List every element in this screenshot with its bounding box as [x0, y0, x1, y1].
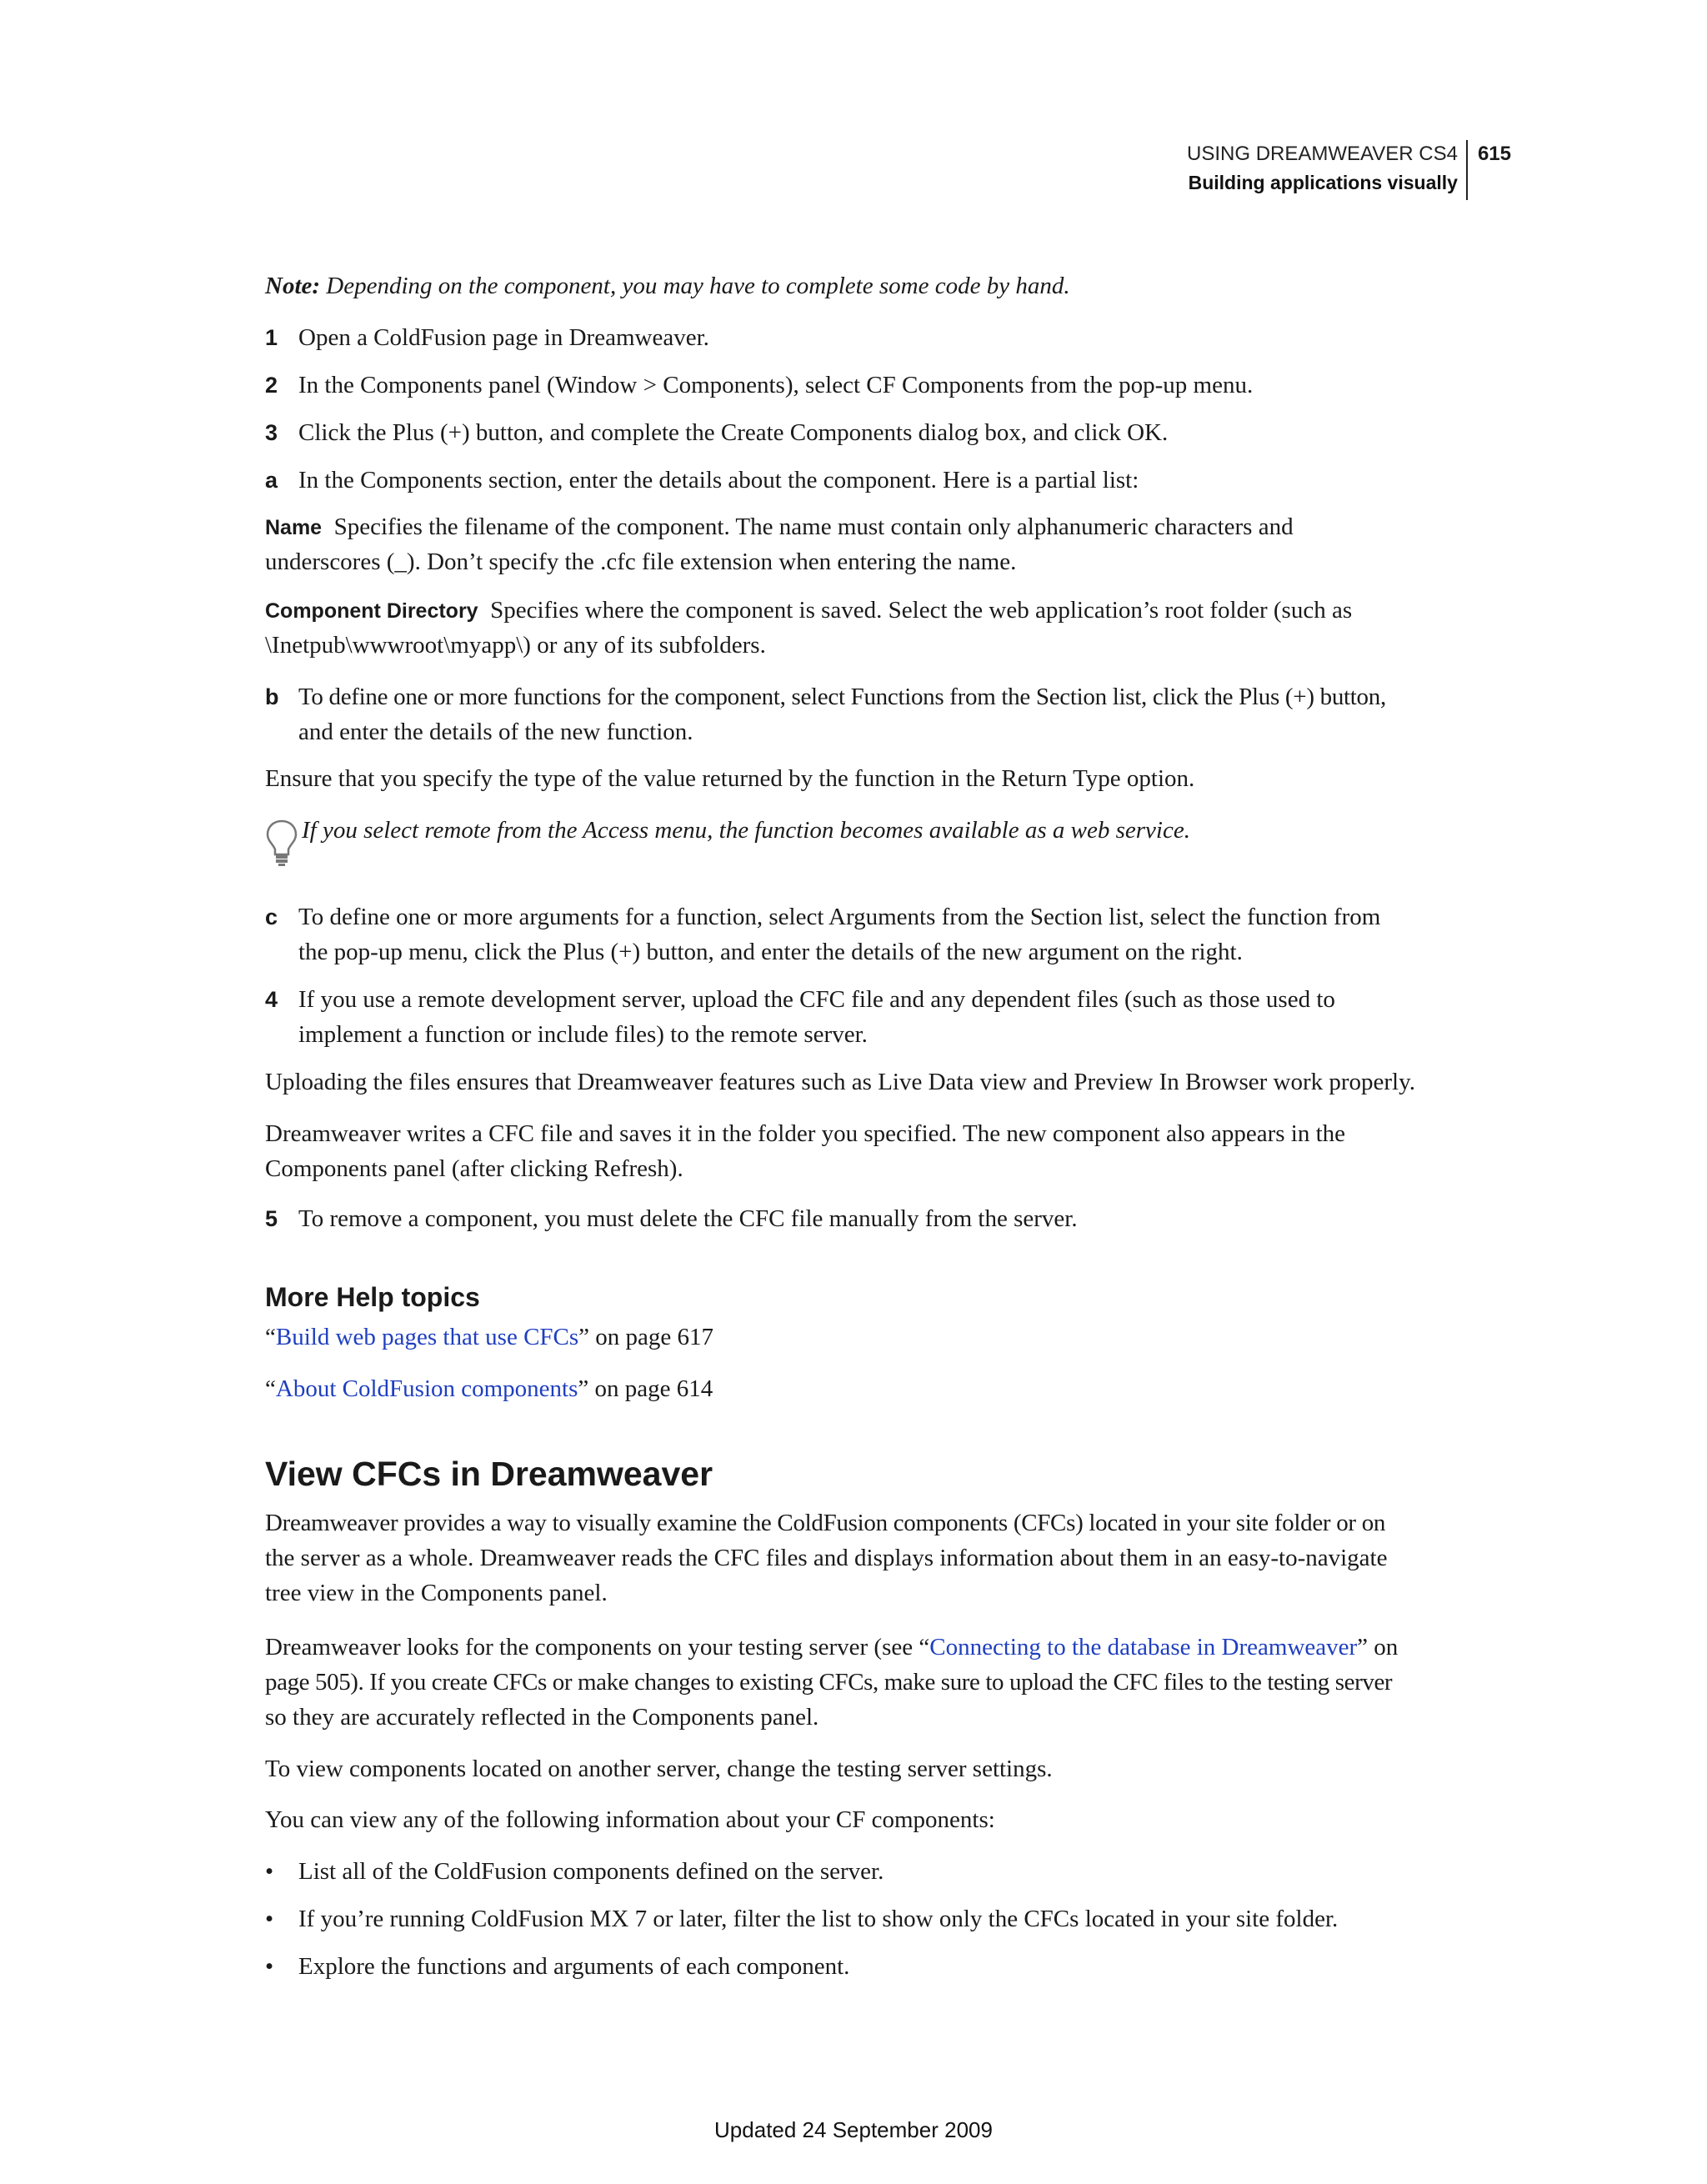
section-paragraph: tree view in the Components panel. — [265, 1580, 608, 1606]
section-paragraph: You can view any of the following information about your CF components: — [265, 1806, 995, 1833]
note-text: Depending on the component, you may have to complete some code by hand. — [320, 273, 1070, 299]
page-number: 615 — [1477, 143, 1511, 165]
list-item: List all of the ColdFusion components defined on the server. — [298, 1858, 884, 1885]
note-label: Note: — [265, 273, 321, 299]
chapter-title: Building applications visually — [1188, 172, 1458, 193]
definition-text: Specifies where the component is saved. Select the web application’s root folder (such as — [478, 597, 1353, 624]
running-header — [1187, 140, 1511, 200]
step-letter: b — [265, 684, 279, 709]
definition-text: Specifies the filename of the component. The name must contain only alphanumeric characters and — [322, 513, 1294, 540]
text: ” on — [1357, 1634, 1399, 1661]
section-heading: View CFCs in Dreamweaver — [265, 1455, 713, 1493]
definition-text-line: \Inetpub\wwwroot\myapp\) or any of its subfolders. — [265, 632, 766, 659]
step-number: 2 — [265, 373, 278, 398]
step-text: and enter the details of the new function. — [298, 719, 693, 745]
paragraph-uploading: Uploading the files ensures that Dreamweaver features such as Live Data view and Preview In Browser work properly. — [265, 1069, 1415, 1095]
paragraph-writes: Dreamweaver writes a CFC file and saves it in the folder you specified. The new component also appears in the — [265, 1120, 1346, 1147]
section-paragraph: so they are accurately reflected in the Components panel. — [265, 1704, 819, 1731]
section-paragraph: To view components located on another server, change the testing server settings. — [265, 1756, 1053, 1782]
page-ref: ” on page 614 — [578, 1375, 713, 1402]
step-text: the pop-up menu, click the Plus (+) button, and enter the details of the new argument on the right. — [298, 939, 1243, 965]
bullet: • — [265, 1858, 274, 1885]
tip-text: If you select remote from the Access menu, the function becomes available as a web service. — [302, 817, 1190, 844]
step-text: To remove a component, you must delete the CFC file manually from the server. — [298, 1205, 1078, 1232]
paragraph-return-type: Ensure that you specify the type of the value returned by the function in the Return Type option. — [265, 765, 1195, 792]
quote-open: “ — [265, 1324, 276, 1350]
section-paragraph: Dreamweaver provides a way to visually examine the ColdFusion components (CFCs) located in your site folder or on — [265, 1510, 1386, 1536]
step-text: In the Components panel (Window > Components), select CF Components from the pop-up menu. — [298, 372, 1254, 398]
paragraph-writes: Components panel (after clicking Refresh). — [265, 1155, 683, 1182]
step-text: In the Components section, enter the details about the component. Here is a partial list: — [298, 467, 1139, 493]
step-text: To define one or more arguments for a function, select Arguments from the Section list, select the function from — [298, 904, 1381, 930]
step-number: 1 — [265, 325, 278, 350]
section-paragraph — [265, 1630, 1398, 1665]
step-text: Open a ColdFusion page in Dreamweaver. — [298, 324, 709, 351]
step-text: To define one or more functions for the component, select Functions from the Section list, click the Plus (+) button, — [298, 684, 1386, 710]
list-item: If you’re running ColdFusion MX 7 or later, filter the list to show only the CFCs located in your site folder. — [298, 1906, 1339, 1932]
definition-term: Component Directory — [265, 599, 478, 623]
header-titles — [1187, 140, 1468, 200]
book-title: USING DREAMWEAVER CS4 — [1187, 143, 1458, 165]
bullet: • — [265, 1906, 274, 1932]
more-help-link-row — [265, 1371, 713, 1406]
database-link[interactable]: Connecting to the database in Dreamweaver — [929, 1634, 1358, 1661]
definition-component-directory — [265, 593, 1352, 629]
step-text: Click the Plus (+) button, and complete the Create Components dialog box, and click OK. — [298, 419, 1169, 446]
quote-open: “ — [265, 1375, 276, 1402]
more-help-link-row — [265, 1320, 713, 1355]
definition-text-line: underscores (_). Don’t specify the .cfc file extension when entering the name. — [265, 549, 1017, 575]
more-help-heading: More Help topics — [265, 1282, 480, 1312]
step-letter: a — [265, 468, 278, 493]
page-ref: ” on page 617 — [578, 1324, 714, 1350]
text: Dreamweaver looks for the components on your testing server (see “ — [265, 1634, 930, 1661]
bullet: • — [265, 1953, 274, 1980]
step-number: 3 — [265, 420, 278, 445]
definition-name — [265, 509, 1294, 545]
lightbulb-icon — [265, 819, 298, 867]
step-number: 5 — [265, 1206, 278, 1231]
definition-term: Name — [265, 516, 323, 539]
step-number: 4 — [265, 987, 278, 1012]
section-paragraph: page 505). If you create CFCs or make changes to existing CFCs, make sure to upload the CFC files to the testing server — [265, 1669, 1393, 1696]
section-paragraph: the server as a whole. Dreamweaver reads the CFC files and displays information about them in an easy-to-navigate — [265, 1545, 1388, 1571]
help-link[interactable]: About ColdFusion components — [275, 1375, 578, 1402]
step-text: If you use a remote development server, upload the CFC file and any dependent files (such as those used to — [298, 986, 1335, 1013]
page-footer: Updated 24 September 2009 — [714, 2117, 993, 2142]
note — [265, 268, 1070, 303]
list-item: Explore the functions and arguments of each component. — [298, 1953, 850, 1980]
help-link[interactable]: Build web pages that use CFCs — [275, 1324, 579, 1350]
step-letter: c — [265, 904, 278, 929]
step-text: implement a function or include files) to the remote server. — [298, 1021, 868, 1048]
